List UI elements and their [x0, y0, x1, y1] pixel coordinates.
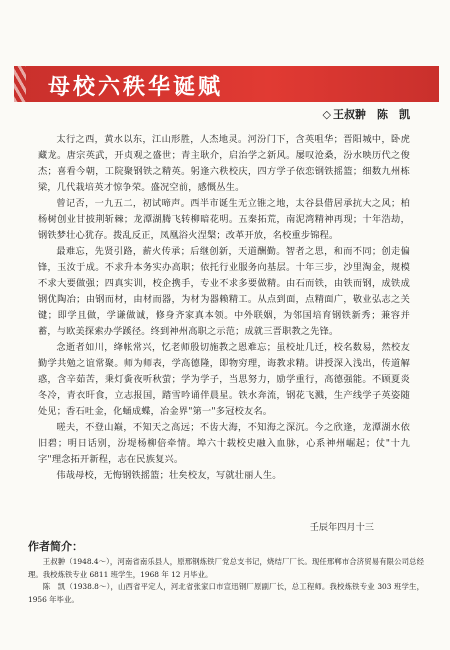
notes-heading: 作者简介：: [28, 540, 83, 553]
article-body: [38, 132, 410, 484]
note-item: 王叔翀（1948.4～），河南省南乐县人，原邢钢炼铁厂党总支书记，烧结厂厂长。现任邢郸市合济贸易有限公司总经理。我校炼铁专业 6811 班学生，1968 年 12 月毕业。: [28, 557, 424, 579]
paragraph: 太行之西，黄水以东，江山形胜，人杰地灵。河汾门下，含英咀华；晋阳城中，卧虎藏龙。唐宗英武，开贞观之盛世；青主耿介，启治学之新风。屡叹沧桑，汾水映历代之俊杰；喜看今朝，工院聚钢铁之精英。躬逢六秩校庆，四方学子依恋钢铁摇篮；细数九州栋梁，几代栽培英才惊争荣。盛况空前，感慨丛生。: [38, 134, 410, 193]
diamond-icon: ◇: [322, 108, 331, 121]
paragraph: 念逝者如川，绛帐常兴，忆老师殷切施教之恩难忘；虽校址几迁，校名数易，然校友勤学共勉之谊常聚。师为师表，学高德隆，即物穷理，诲教求精。讲授深入浅出，传道解惑，含辛茹苦，秉灯夤夜听秋萤；学为学子，当思努力，励学重行，高德强能。不顾夏炎冬冷，青衣旰食，立志报国，踏雪吟诵伴晨星。铁水奔流，钢花飞溅，生产线学子英姿随处见；香石吐金，化蛹成蝶，冶金界"第一"多冠校友名。: [38, 342, 410, 417]
title-banner: [14, 66, 439, 102]
note-item: 陈 凯（1938.8～），山西省平定人，河北省张家口市宣迅钢厂原副厂长，总工程师。我校炼铁专业 303 班学生，1956 年毕业。: [28, 582, 424, 604]
author-line: [323, 106, 410, 122]
paragraph: 最难忘，先贤引路，薪火传承；后继创新，天道酬勤。智者之思，和而不同；创走偏锋，玉汝于成。不求升本务实办高职；依托行业服务向基层。十年三步，沙里淘金，规模不求大要做强；四真实训，校企携手，专业不求多要做精。由石而铁，由铁而钢，成铁成钢优陶冶；由钢而材，由材而器，为材为器赖精工。从点到面，点精面广，敬业弘志之关键；即学且做，学谦做诚，修身齐家真本领。中外联姻，为邻国培育钢铁新秀；兼容并蓄，与欧美探索办学蹊径。终到神州高职之示范；成就三晋职教之先锋。: [38, 246, 410, 337]
author-notes: [28, 556, 424, 606]
paragraph: 伟哉母校，无悔钢铁摇篮；壮矣校友，写就壮丽人生。: [56, 470, 282, 481]
date-line: 壬辰年四月十三: [309, 522, 374, 533]
banner-stripe-decoration: [14, 66, 26, 102]
author-names: 王叔翀 陈 凯: [333, 108, 410, 121]
paragraph: 曾记否，一九五二，初试啼声。西半市诞生无立锥之地，太谷县借居承抗大之风；柏杨树创业甘披荆斩棘；龙潭湖腾飞转柳暗花明。五秦拓荒，南泥湾精神再现；十年浩劫，钢铁梦壮心犹存。拨乱反正，凤凰浴火涅槃；改革开放，名校重步锦程。: [38, 198, 410, 241]
paragraph: 嗟夫，不登山巅，不知天之高远；不齿大海，不知海之深沉。今之欣逢，龙潭湖水依旧碧；明日话别，汾堤杨柳倍牵情。埠六十载校史融入血脉，心系神州崛起；仗"十九字"理念拓开新程，志在民族复兴。: [38, 422, 410, 465]
page-title: 母校六秩华诞赋: [48, 75, 224, 100]
